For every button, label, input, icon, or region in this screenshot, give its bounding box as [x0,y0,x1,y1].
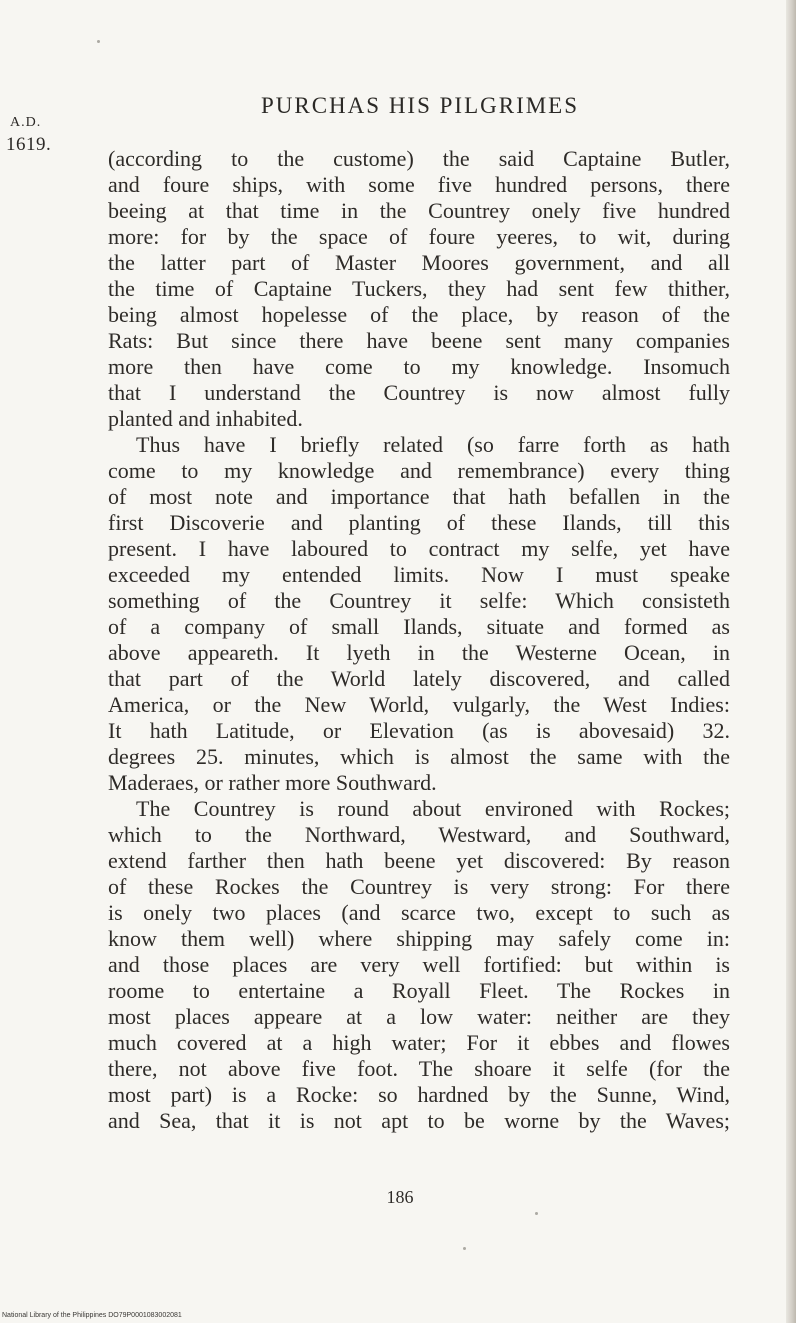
text-line: most places appeare at a low water: neither are they [108,1004,730,1029]
text-line: being almost hopelesse of the place, by reason of the [108,302,730,327]
paragraph-start-line: Thus have I briefly related (so farre forth as hath [136,432,730,457]
ink-speck [97,40,100,43]
text-line: the latter part of Master Moores government, and all [108,250,730,275]
text-line: much covered at a high water; For it ebbes and flowes [108,1030,730,1055]
text-line: (according to the custome) the said Captaine Butler, [108,146,730,171]
text-line: planted and inhabited. [108,406,303,431]
text-line: America, or the New World, vulgarly, the West Indies: [108,692,730,717]
text-line: which to the Northward, Westward, and Southward, [108,822,730,847]
body-text [108,146,730,1134]
text-line: Rats: But since there have beene sent many companies [108,328,730,353]
text-line: above appeareth. It lyeth in the Westerne Ocean, in [108,640,730,665]
ink-speck [463,1247,466,1250]
scan-credit: National Library of the Philippines DO79P0001083002081 [2,1312,182,1319]
text-line: more: for by the space of foure yeeres, to wit, during [108,224,730,249]
text-line: degrees 25. minutes, which is almost the same with the [108,744,730,769]
text-line: roome to entertaine a Royall Fleet. The Rockes in [108,978,730,1003]
text-line: and those places are very well fortified: but within is [108,952,730,977]
text-line: more then have come to my knowledge. Insomuch [108,354,730,379]
text-line: of these Rockes the Countrey is very strong: For there [108,874,730,899]
text-line: something of the Countrey it selfe: Which consisteth [108,588,730,613]
text-line: beeing at that time in the Countrey onely five hundred [108,198,730,223]
text-line: most part) is a Rocke: so hardned by the Sunne, Wind, [108,1082,730,1107]
text-line: there, not above five foot. The shoare it selfe (for the [108,1056,730,1081]
text-line: extend farther then hath beene yet discovered: By reason [108,848,730,873]
margin-era: A.D. [10,115,42,130]
text-line: know them well) where shipping may safely come in: [108,926,730,951]
text-line: and foure ships, with some five hundred persons, there [108,172,730,197]
text-line: come to my knowledge and remembrance) every thing [108,458,730,483]
running-head: PURCHAS HIS PILGRIMES [260,93,580,118]
margin-date-note [6,112,76,156]
text-line: of a company of small Ilands, situate and formed as [108,614,730,639]
text-line: that part of the World lately discovered, and called [108,666,730,691]
text-line: is onely two places (and scarce two, except to such as [108,900,730,925]
text-line: present. I have laboured to contract my selfe, yet have [108,536,730,561]
page-number: 186 [386,1187,414,1207]
paragraph-start-line: The Countrey is round about environed with Rockes; [136,796,730,821]
text-line: It hath Latitude, or Elevation (as is abovesaid) 32. [108,718,730,743]
text-line: the time of Captaine Tuckers, they had sent few thither, [108,276,730,301]
text-line: exceeded my entended limits. Now I must speake [108,562,730,587]
ink-speck [535,1212,538,1215]
text-line: first Discoverie and planting of these Ilands, till this [108,510,730,535]
text-line: of most note and importance that hath befallen in the [108,484,730,509]
text-line: and Sea, that it is not apt to be worne by the Waves; [108,1108,730,1133]
text-line: that I understand the Countrey is now almost fully [108,380,730,405]
page-edge-shadow [786,0,796,1323]
text-line: Maderaes, or rather more Southward. [108,770,437,795]
margin-year: 1619. [6,134,52,155]
